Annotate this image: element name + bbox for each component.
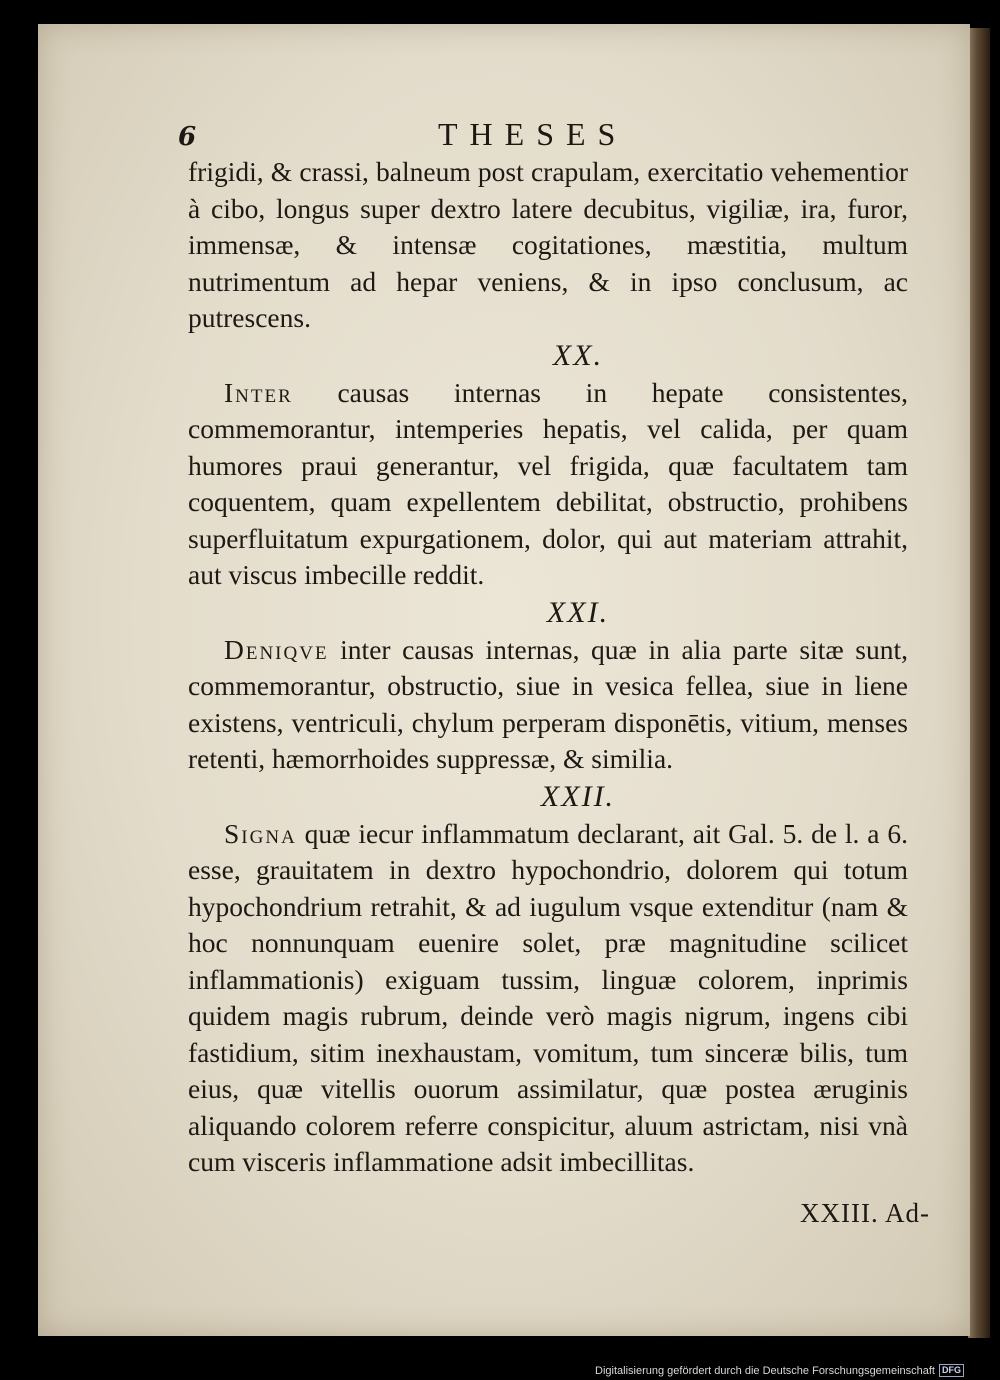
thesis-number-20: XX.: [552, 338, 604, 372]
thesis-22-initial: Signa: [224, 817, 297, 849]
thesis-21-paragraph: [188, 632, 908, 778]
thesis-22-paragraph: [188, 816, 908, 1181]
digitization-credit: [595, 1364, 964, 1377]
thesis-number-21: XXI.: [546, 595, 610, 629]
thesis-number-22: XXII.: [540, 779, 616, 813]
book-page: [38, 24, 970, 1336]
dfg-logo-icon: DFG: [939, 1364, 964, 1377]
thesis-21-text: inter causas internas, quæ in alia parte sitæ sunt, commemorantur, obstructio, siue in vesica fellea, siue in liene existens, ventriculi, chylum perperam disponētis, vitium, menses retenti, hæmorrhoides suppressæ, & similia.: [188, 633, 908, 774]
page-number: 6: [178, 122, 197, 152]
continuation-paragraph: frigidi, & crassi, balneum post crapulam, exercitatio vehementior à cibo, longus super dextro latere decubitus, vigiliæ, ira, furor, immensæ, & intensæ cogitationes, mæstitia, multum nutrimentum ad hepar veniens, & in ipso conclusum, ac putrescens.: [188, 156, 908, 333]
thesis-22-text: quæ iecur inflammatum declarant, ait Gal. 5. de l. a 6. esse, grauitatem in dextro hypochondrio, dolorem qui totum hypochondrium retrahit, & ad iugulum vsque extenditur (nam & hoc nonnunquam euenire solet, præ magnitudine scilicet inflammationis) exiguam tussim, linguæ colorem, inprimis quidem magis rubrum, deinde verò magis nigrum, ingens cibi fastidium, sitim inexhaustam, vomitum, tum sinceræ bilis, tum eius, quæ vitellis ouorum assimilatur, quæ postea æruginis aliquando colorem referre conspicitur, aluum astrictam, nisi vnà cum visceris inflammatione adsit imbecillitas.: [188, 817, 908, 1177]
thesis-20-paragraph: [188, 375, 908, 594]
running-title: THESES: [438, 116, 628, 152]
thesis-21-initial: Deniqve: [224, 633, 329, 665]
text-block: [188, 154, 908, 1181]
book-edge: [968, 28, 990, 1338]
thesis-20-text: causas internas in hepate consistentes, commemorantur, intemperies hepatis, vel calida, per quam humores praui generantur, vel frigida, quæ facultatem tam coquentem, quam expellentem debilitat, obstructio, prohibens superfluitatum expurgationem, dolor, qui aut materiam attrahit, aut viscus imbecille reddit.: [188, 376, 908, 590]
thesis-20-initial: Inter: [224, 376, 293, 408]
catchword: XXIII. Ad-: [800, 1198, 930, 1228]
credit-text: Digitalisierung gefördert durch die Deutsche Forschungsgemeinschaft: [595, 1364, 935, 1377]
